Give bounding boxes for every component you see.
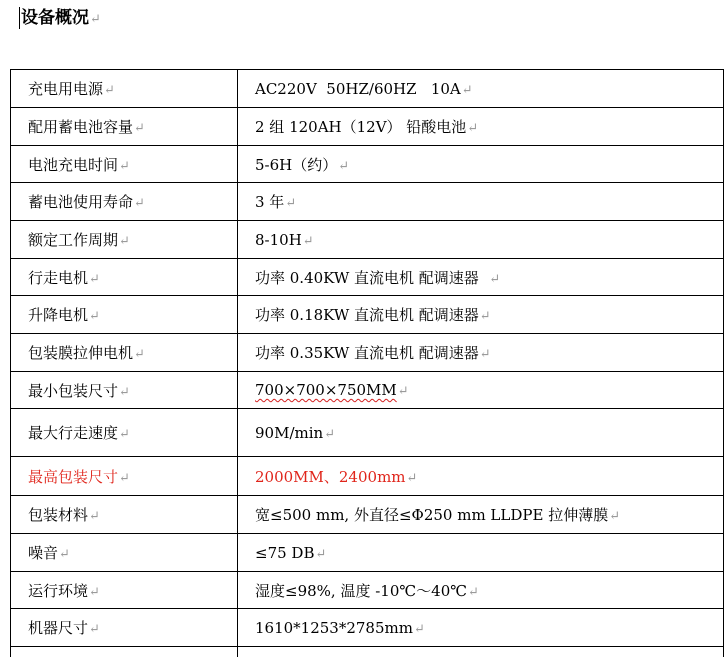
table-row bbox=[11, 259, 724, 296]
paragraph-mark-icon: ↵ bbox=[89, 622, 100, 637]
row-value-cell[interactable] bbox=[238, 259, 724, 296]
row-label-cell[interactable] bbox=[11, 609, 238, 647]
row-value-cell[interactable] bbox=[238, 146, 724, 183]
row-label-cell[interactable] bbox=[11, 183, 238, 221]
table-row bbox=[11, 609, 724, 647]
table-row bbox=[11, 409, 724, 457]
row-label: 最大行走速度 bbox=[28, 424, 119, 442]
row-label: 运行环境 bbox=[28, 581, 89, 600]
row-value-cell[interactable] bbox=[238, 496, 724, 534]
row-label: 包装材料 bbox=[28, 506, 89, 524]
row-label-cell[interactable] bbox=[11, 457, 238, 496]
row-label: 行走电机 bbox=[28, 268, 89, 287]
row-value: 8-10H bbox=[255, 230, 302, 249]
row-value-cell[interactable] bbox=[238, 108, 724, 146]
paragraph-mark-icon: ↵ bbox=[89, 584, 100, 600]
paragraph-mark-icon: ↵ bbox=[134, 196, 145, 211]
paragraph-mark-icon: ↵ bbox=[315, 546, 327, 562]
paragraph-mark-icon: ↵ bbox=[104, 83, 115, 98]
table-row bbox=[11, 334, 724, 372]
row-value: 2000MM、2400mm bbox=[255, 467, 406, 486]
row-value: 5-6H（约） bbox=[255, 155, 338, 174]
paragraph-mark-icon: ↵ bbox=[119, 384, 130, 400]
paragraph-mark-icon: ↵ bbox=[119, 158, 130, 174]
row-value: 90M/min bbox=[255, 423, 324, 442]
row-value-cell[interactable] bbox=[238, 296, 724, 334]
row-value-cell[interactable] bbox=[238, 221, 724, 259]
table-row bbox=[11, 146, 724, 183]
paragraph-mark-icon: ↵ bbox=[119, 470, 130, 486]
row-value-cell[interactable] bbox=[238, 572, 724, 609]
row-label-cell[interactable] bbox=[11, 409, 238, 457]
row-label-cell[interactable] bbox=[11, 221, 238, 259]
paragraph-mark-icon: ↵ bbox=[302, 233, 314, 249]
row-value-cell[interactable] bbox=[238, 409, 724, 457]
paragraph-mark-icon: ↵ bbox=[467, 121, 479, 136]
table-row bbox=[11, 372, 724, 409]
paragraph-mark-icon: ↵ bbox=[90, 12, 101, 27]
table-row bbox=[11, 221, 724, 259]
row-value-cell[interactable] bbox=[238, 334, 724, 372]
row-value: ≤75 DB bbox=[255, 543, 315, 562]
paragraph-mark-icon: ↵ bbox=[89, 309, 100, 324]
row-label-cell[interactable] bbox=[11, 334, 238, 372]
table-row bbox=[11, 108, 724, 146]
row-value: 2 组 120AH（12V） 铅酸电池 bbox=[255, 118, 467, 136]
row-value: 功率 0.40KW 直流电机 配调速器 bbox=[255, 268, 489, 287]
row-label-cell[interactable] bbox=[11, 146, 238, 183]
row-label: 配用蓄电池容量 bbox=[28, 118, 134, 136]
paragraph-mark-icon: ↵ bbox=[461, 82, 473, 98]
row-label-cell[interactable] bbox=[11, 70, 238, 108]
paragraph-mark-icon: ↵ bbox=[406, 470, 418, 486]
row-value: 宽≤500 mm, 外直径≤Φ250 mm LLDPE 拉伸薄膜 bbox=[255, 506, 609, 524]
row-value-cell[interactable] bbox=[238, 183, 724, 221]
table-row bbox=[11, 70, 724, 108]
table-row bbox=[11, 647, 724, 657]
row-label: 蓄电池使用寿命 bbox=[28, 193, 134, 211]
row-label-cell[interactable] bbox=[11, 647, 238, 657]
row-label: 充电用电源 bbox=[28, 80, 104, 98]
row-label-cell[interactable] bbox=[11, 496, 238, 534]
row-value: 1610*1253*2785mm bbox=[255, 618, 413, 637]
paragraph-mark-icon: ↵ bbox=[119, 234, 130, 249]
paragraph-mark-icon: ↵ bbox=[479, 347, 491, 362]
table-row bbox=[11, 534, 724, 572]
paragraph-mark-icon: ↵ bbox=[479, 309, 491, 324]
paragraph-mark-icon: ↵ bbox=[134, 347, 145, 362]
row-label-cell[interactable] bbox=[11, 372, 238, 409]
row-value: 700×700×750MM bbox=[255, 381, 397, 399]
row-label: 包装膜拉伸电机 bbox=[28, 344, 134, 362]
section-heading-text: 设备概况 bbox=[21, 8, 89, 28]
table-row bbox=[11, 572, 724, 609]
paragraph-mark-icon: ↵ bbox=[468, 584, 479, 600]
paragraph-mark-icon: ↵ bbox=[413, 621, 425, 637]
spec-table bbox=[10, 69, 724, 657]
paragraph-mark-icon: ↵ bbox=[489, 271, 501, 287]
row-label-cell[interactable] bbox=[11, 534, 238, 572]
paragraph-mark-icon: ↵ bbox=[89, 509, 100, 524]
row-value: 功率 0.18KW 直流电机 配调速器 bbox=[255, 306, 479, 324]
row-label: 机器尺寸 bbox=[28, 619, 89, 637]
table-row bbox=[11, 296, 724, 334]
row-label: 升降电机 bbox=[28, 306, 89, 324]
row-label: 最高包装尺寸 bbox=[28, 467, 119, 486]
row-label: 噪音 bbox=[28, 544, 59, 562]
row-value-cell[interactable] bbox=[238, 534, 724, 572]
paragraph-mark-icon: ↵ bbox=[59, 547, 70, 562]
row-label-cell[interactable] bbox=[11, 259, 238, 296]
row-label: 电池充电时间 bbox=[28, 155, 119, 174]
table-row bbox=[11, 496, 724, 534]
row-value: 3 年 bbox=[255, 193, 285, 211]
paragraph-mark-icon: ↵ bbox=[397, 384, 409, 399]
table-row bbox=[11, 457, 724, 496]
paragraph-mark-icon: ↵ bbox=[89, 271, 100, 287]
paragraph-mark-icon: ↵ bbox=[338, 158, 350, 174]
row-value-cell[interactable] bbox=[238, 609, 724, 647]
row-value: 功率 0.35KW 直流电机 配调速器 bbox=[255, 344, 479, 362]
row-label-cell[interactable] bbox=[11, 296, 238, 334]
paragraph-mark-icon: ↵ bbox=[119, 427, 130, 442]
paragraph-mark-icon: ↵ bbox=[285, 196, 297, 211]
paragraph-mark-icon: ↵ bbox=[134, 121, 145, 136]
row-label-cell[interactable] bbox=[11, 108, 238, 146]
paragraph-mark-icon: ↵ bbox=[609, 509, 621, 524]
table-row bbox=[11, 183, 724, 221]
row-value-cell[interactable] bbox=[238, 457, 724, 496]
row-value-cell[interactable] bbox=[238, 372, 724, 409]
row-value: 湿度≤98%, 温度 -10℃～40℃ bbox=[255, 581, 468, 600]
section-heading bbox=[21, 7, 101, 31]
text-cursor bbox=[19, 7, 20, 29]
row-value-cell[interactable] bbox=[238, 647, 724, 657]
paragraph-mark-icon: ↵ bbox=[324, 426, 336, 442]
row-label: 额定工作周期 bbox=[28, 231, 119, 249]
row-label: 最小包装尺寸 bbox=[28, 381, 119, 400]
row-value: AC220V 50HZ/60HZ 10A bbox=[255, 79, 461, 98]
row-label-cell[interactable] bbox=[11, 572, 238, 609]
row-value-cell[interactable] bbox=[238, 70, 724, 108]
